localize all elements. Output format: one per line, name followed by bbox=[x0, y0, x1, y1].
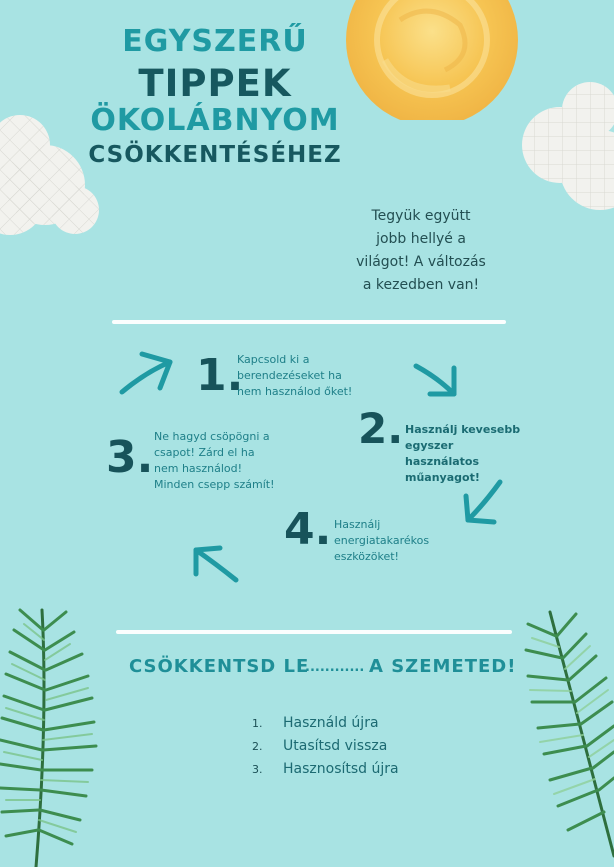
tip-number-3: 3. bbox=[106, 432, 154, 483]
sun-icon bbox=[340, 0, 530, 120]
tip-text-1: Kapcsold ki a berendezéseket ha nem használod őket! bbox=[237, 353, 353, 398]
cloud-icon bbox=[520, 80, 614, 220]
tip-text-2: Használj kevesebb egyszer használatos műanyagot! bbox=[405, 423, 521, 484]
tagline: Tegyük együtt jobb hellyé a világot! A változás a kezedben van! bbox=[356, 208, 486, 293]
reduce-list bbox=[252, 712, 399, 781]
list-item bbox=[252, 758, 399, 781]
list-item bbox=[252, 712, 399, 735]
arrow-icon bbox=[410, 358, 462, 402]
slogan bbox=[129, 656, 517, 686]
title-line-2: TIPPEK bbox=[138, 62, 292, 105]
arrow-icon bbox=[118, 348, 178, 398]
tip-number-2: 2. bbox=[358, 404, 404, 453]
list-item-number: 3. bbox=[252, 763, 263, 776]
arrow-icon bbox=[188, 540, 242, 586]
list-item bbox=[252, 735, 399, 758]
slogan-dots: ............ bbox=[305, 660, 365, 675]
tip-text-3: Ne hagyd csöpögni a csapot! Zárd el ha nem használod! Minden csepp számít! bbox=[154, 430, 275, 491]
list-item-text: Használd újra bbox=[283, 715, 379, 731]
title-line-3: ÖKOLÁBNYOM bbox=[90, 103, 340, 138]
pine-branch-icon bbox=[520, 606, 614, 867]
divider-bottom bbox=[116, 630, 512, 634]
divider-top bbox=[112, 320, 506, 324]
title-line-4: CSÖKKENTÉSÉHEZ bbox=[88, 142, 342, 168]
list-item-number: 1. bbox=[252, 717, 263, 730]
tip-number-1: 1. bbox=[196, 350, 244, 401]
pine-branch-icon bbox=[0, 600, 110, 867]
tip-number-4: 4. bbox=[284, 504, 332, 555]
list-item-number: 2. bbox=[252, 740, 263, 753]
slogan-left: CSÖKKENTSD LE bbox=[129, 656, 310, 677]
list-item-text: Utasítsd vissza bbox=[283, 738, 388, 754]
list-item-text: Hasznosítsd újra bbox=[283, 761, 399, 777]
slogan-right: A SZEMETED! bbox=[369, 656, 517, 677]
tip-text-4: Használj energiatakarékos eszközöket! bbox=[334, 518, 430, 563]
title-line-1: EGYSZERŰ bbox=[122, 24, 308, 59]
